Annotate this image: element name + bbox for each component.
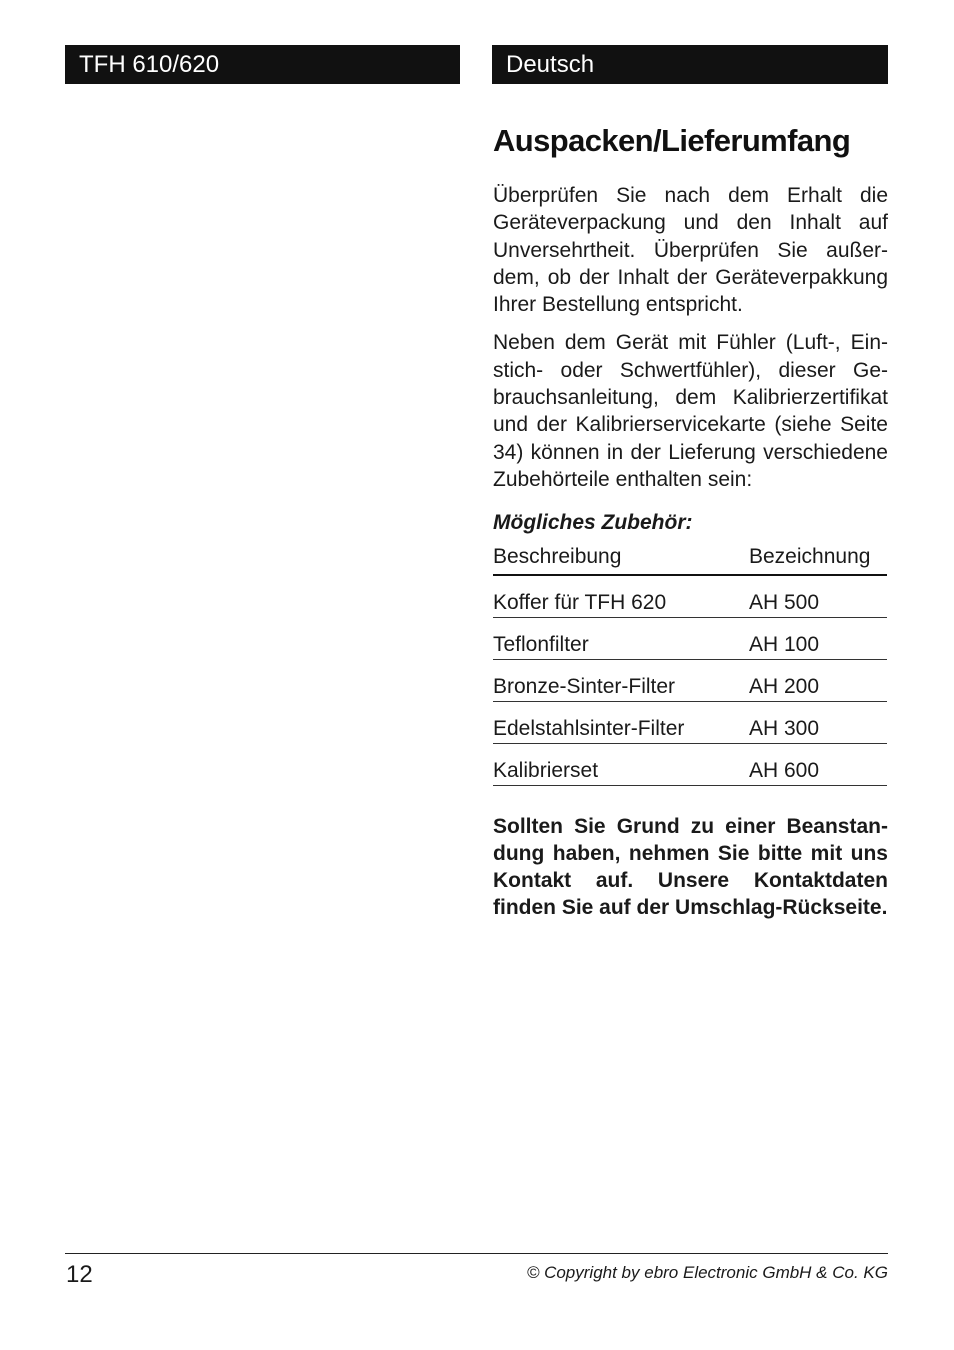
header-language-label: Deutsch: [492, 45, 888, 84]
intro-paragraph: Überprüfen Sie nach dem Erhalt die Geräteverpackung und den Inhalt auf Unversehrtheit. Überprüfen Sie außerdem, ob der Inhalt der Geräteverpakkung Ihrer Bestellung entspricht.: [493, 184, 888, 317]
accessories-table: [493, 540, 887, 786]
cell-description: Bronze-Sinter-Filter: [493, 660, 749, 702]
table-row: [493, 744, 887, 786]
accessories-heading: Mögliches Zubehör:: [493, 511, 693, 535]
table-header-row: [493, 540, 887, 575]
cell-designation: AH 300: [749, 702, 887, 744]
complaint-note: Sollten Sie Grund zu einer Beanstandung haben, nehmen Sie bitte mit uns Kontakt auf. Unsere Kontaktdaten finden Sie auf der Umschlag-Rückseite.: [493, 815, 888, 920]
column-header-designation: Bezeichnung: [749, 540, 887, 575]
table-row: [493, 575, 887, 618]
cell-description: Koffer für TFH 620: [493, 575, 749, 618]
header-product-label: TFH 610/620: [65, 45, 460, 84]
copyright-notice: © Copyright by ebro Electronic GmbH & Co. KG: [526, 1263, 888, 1282]
cell-designation: AH 200: [749, 660, 887, 702]
footer-divider: [65, 1253, 888, 1254]
table-row: [493, 618, 887, 660]
cell-designation: AH 100: [749, 618, 887, 660]
cell-description: Kalibrierset: [493, 744, 749, 786]
scope-paragraph: Neben dem Gerät mit Fühler (Luft-, Einstich- oder Schwertfühler), dieser Gebrauchsanleitung, dem Kalibrierzertifikat und der Kalibrierservicekarte (siehe Seite 34) können in der Lieferung verschiedene Zubehörteile enthalten sein:: [493, 331, 888, 491]
cell-description: Edelstahlsinter-Filter: [493, 702, 749, 744]
main-content: [493, 118, 888, 921]
page-number: 12: [66, 1261, 93, 1288]
cell-description: Teflonfilter: [493, 618, 749, 660]
table-row: [493, 702, 887, 744]
column-header-description: Beschreibung: [493, 540, 749, 575]
section-title: Auspacken/Lieferumfang: [493, 123, 851, 158]
table-row: [493, 660, 887, 702]
cell-designation: AH 500: [749, 575, 887, 618]
cell-designation: AH 600: [749, 744, 887, 786]
